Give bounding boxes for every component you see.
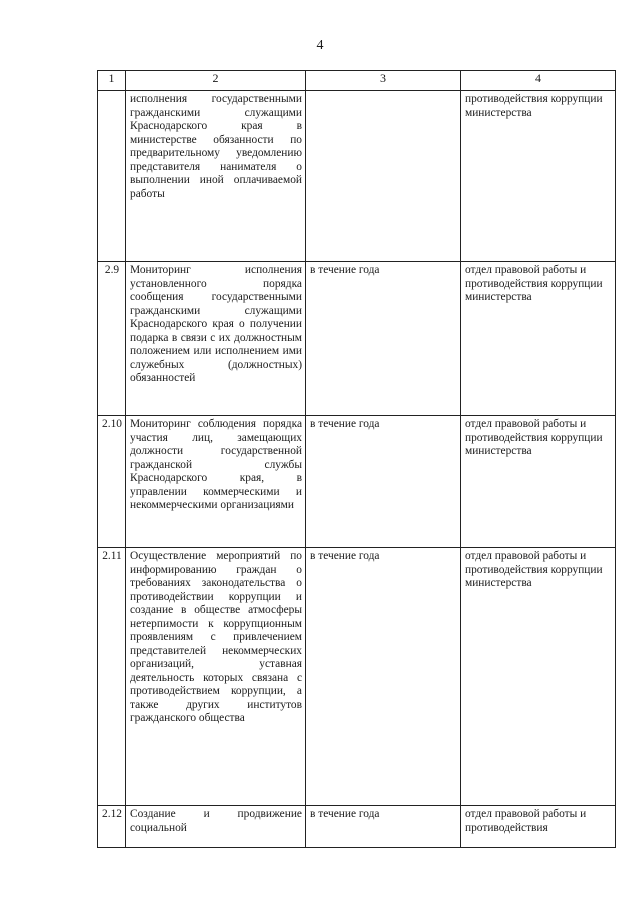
row-period bbox=[306, 91, 461, 262]
row-action: Создание и продвижение социальной bbox=[126, 806, 306, 848]
column-header-action: 2 bbox=[126, 71, 306, 91]
row-action: Осуществление мероприятий по информированию граждан о требованиях законодательства о противодействии коррупции и создание в обществе атмосферы нетерпимости к коррупционным проявлениям с привлечением представителей некоммерческих организаций, уставная деятельность которых связана с противодействием коррупции, а также других институтов гражданского общества bbox=[126, 548, 306, 806]
table-header-row bbox=[98, 71, 616, 91]
row-period: в течение года bbox=[306, 548, 461, 806]
row-period: в течение года bbox=[306, 806, 461, 848]
table-row bbox=[98, 91, 616, 262]
row-responsible: отдел правовой работы и противодействия коррупции министерства bbox=[461, 416, 616, 548]
measures-table bbox=[97, 70, 616, 848]
row-responsible: отдел правовой работы и противодействия bbox=[461, 806, 616, 848]
table-row bbox=[98, 416, 616, 548]
row-responsible: отдел правовой работы и противодействия коррупции министерства bbox=[461, 548, 616, 806]
row-number: 2.11 bbox=[98, 548, 126, 806]
column-header-responsible: 4 bbox=[461, 71, 616, 91]
row-action: исполнения государственными гражданскими служащими Краснодарского края в министерстве обязанности по предварительному уведомлению представителя нанимателя о выполнении иной оплачиваемой работы bbox=[126, 91, 306, 262]
row-number: 2.9 bbox=[98, 262, 126, 416]
row-period: в течение года bbox=[306, 262, 461, 416]
table-row bbox=[98, 806, 616, 848]
row-period: в течение года bbox=[306, 416, 461, 548]
table-row bbox=[98, 548, 616, 806]
column-header-number: 1 bbox=[98, 71, 126, 91]
row-number bbox=[98, 91, 126, 262]
table-row bbox=[98, 262, 616, 416]
row-responsible: противодействия коррупции министерства bbox=[461, 91, 616, 262]
row-number: 2.12 bbox=[98, 806, 126, 848]
row-action: Мониторинг соблюдения порядка участия лиц, замещающих должности государственной гражданской службы Краснодарского края, в управлении коммерческими и некоммерческими организациями bbox=[126, 416, 306, 548]
row-responsible: отдел правовой работы и противодействия коррупции министерства bbox=[461, 262, 616, 416]
row-action: Мониторинг исполнения установленного порядка сообщения государственными гражданскими служащими Краснодарского края о получении подарка в связи с их должностным положением или исполнением ими служебных (должностных) обязанностей bbox=[126, 262, 306, 416]
column-header-period: 3 bbox=[306, 71, 461, 91]
row-number: 2.10 bbox=[98, 416, 126, 548]
page-number: 4 bbox=[316, 38, 324, 53]
